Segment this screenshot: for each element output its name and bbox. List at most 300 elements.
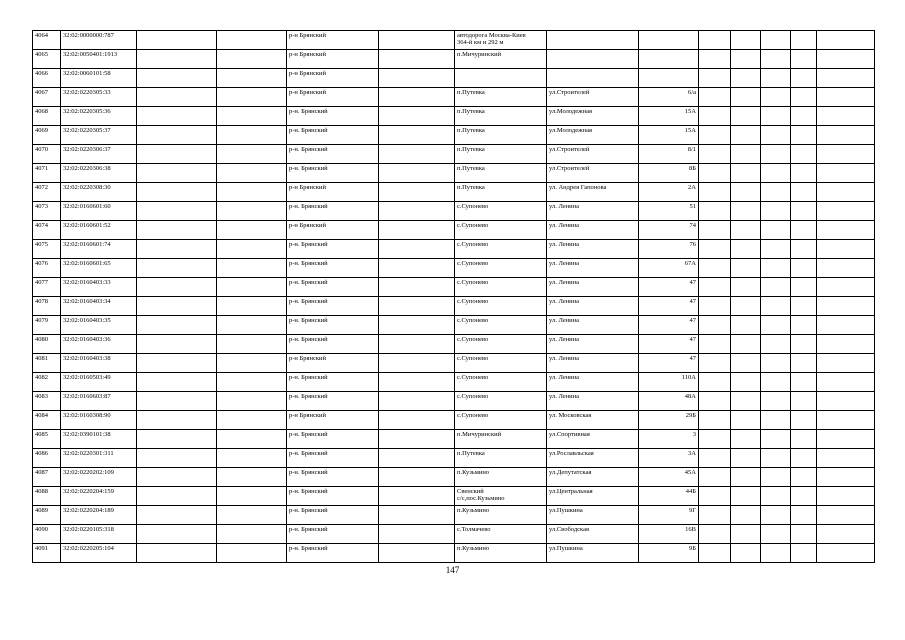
cell-empty — [137, 316, 217, 335]
cell-empty — [761, 202, 791, 221]
cell-empty — [217, 487, 287, 506]
cell-empty — [731, 126, 761, 145]
cell-empty — [791, 335, 817, 354]
cell-empty — [137, 278, 217, 297]
cell-empty — [137, 107, 217, 126]
cell-street: ул.Строителей — [547, 145, 639, 164]
cell-empty — [761, 259, 791, 278]
cell-empty — [699, 240, 731, 259]
cell-number: 4091 — [33, 544, 61, 563]
cell-empty — [217, 107, 287, 126]
cell-house: 51 — [639, 202, 699, 221]
cell-empty — [761, 373, 791, 392]
cell-empty — [137, 221, 217, 240]
cell-empty — [217, 164, 287, 183]
cell-empty — [731, 297, 761, 316]
table-row — [33, 240, 875, 259]
cell-empty — [217, 525, 287, 544]
cell-cadastral: 32:02:0160601:65 — [61, 259, 137, 278]
cell-empty — [761, 487, 791, 506]
table-row — [33, 316, 875, 335]
cell-locality: п.Путевка — [455, 183, 547, 202]
cell-street: ул.Спортивная — [547, 430, 639, 449]
cell-empty — [699, 506, 731, 525]
cell-empty — [137, 240, 217, 259]
cell-empty — [217, 449, 287, 468]
cell-empty — [791, 69, 817, 88]
cell-street: ул. Ленина — [547, 373, 639, 392]
cell-empty — [699, 88, 731, 107]
cell-cadastral: 32:02:0160403:38 — [61, 354, 137, 373]
cell-district: р-н. Брянский — [287, 335, 379, 354]
cell-house: 44Б — [639, 487, 699, 506]
cell-empty — [731, 31, 761, 50]
cell-locality: п.Путевка — [455, 107, 547, 126]
cell-cadastral: 32:02:0160601:60 — [61, 202, 137, 221]
cell-empty — [761, 50, 791, 69]
cell-empty — [699, 411, 731, 430]
cell-locality: п.Кузьмино — [455, 468, 547, 487]
cell-house: 47 — [639, 278, 699, 297]
cell-street: ул. Московская — [547, 411, 639, 430]
cell-empty — [791, 506, 817, 525]
cell-street: ул. Ленина — [547, 297, 639, 316]
cell-district: р-н. Брянский — [287, 544, 379, 563]
cell-empty — [817, 373, 875, 392]
cell-empty — [761, 297, 791, 316]
cell-empty — [217, 278, 287, 297]
cell-street: ул.Свободская — [547, 525, 639, 544]
cell-empty — [817, 259, 875, 278]
cell-locality: с.Супонево — [455, 354, 547, 373]
cell-empty — [791, 145, 817, 164]
cell-number: 4072 — [33, 183, 61, 202]
cell-locality: с.Супонево — [455, 240, 547, 259]
cell-district: р-н Брянский — [287, 183, 379, 202]
cell-empty — [217, 506, 287, 525]
cell-empty — [817, 240, 875, 259]
cell-empty — [731, 525, 761, 544]
cell-locality: с.Супонево — [455, 297, 547, 316]
cell-street: ул.Пушкина — [547, 544, 639, 563]
cell-empty — [817, 411, 875, 430]
cell-number: 4085 — [33, 430, 61, 449]
cell-number: 4070 — [33, 145, 61, 164]
cell-cadastral: 32:02:0220202:109 — [61, 468, 137, 487]
cell-empty — [761, 278, 791, 297]
cell-empty — [379, 69, 455, 88]
cell-house: 110А — [639, 373, 699, 392]
cell-empty — [731, 50, 761, 69]
cell-empty — [791, 221, 817, 240]
cell-empty — [137, 544, 217, 563]
cell-empty — [817, 506, 875, 525]
cell-empty — [137, 202, 217, 221]
cell-empty — [761, 335, 791, 354]
cell-district: р-н. Брянский — [287, 487, 379, 506]
cell-empty — [761, 468, 791, 487]
cell-empty — [699, 31, 731, 50]
cell-house: 6/а — [639, 88, 699, 107]
cell-number: 4087 — [33, 468, 61, 487]
cell-district: р-н. Брянский — [287, 278, 379, 297]
cell-empty — [791, 544, 817, 563]
cell-cadastral: 32:02:0160403:34 — [61, 297, 137, 316]
cell-locality: п.Кузьмино — [455, 544, 547, 563]
cell-empty — [379, 354, 455, 373]
cell-district: р-н. Брянский — [287, 259, 379, 278]
cell-empty — [379, 335, 455, 354]
cell-street: ул.Молодежная — [547, 107, 639, 126]
cell-district: р-н Брянский — [287, 88, 379, 107]
cell-number: 4083 — [33, 392, 61, 411]
cell-district: р-н. Брянский — [287, 316, 379, 335]
cell-street — [547, 50, 639, 69]
cell-district: р-н Брянский — [287, 69, 379, 88]
cell-empty — [731, 354, 761, 373]
cell-number: 4090 — [33, 525, 61, 544]
cell-empty — [699, 107, 731, 126]
cell-empty — [137, 487, 217, 506]
cell-cadastral: 32:02:0220306:37 — [61, 145, 137, 164]
cell-number: 4065 — [33, 50, 61, 69]
cell-house: 47 — [639, 316, 699, 335]
cell-cadastral: 32:02:0220306:38 — [61, 164, 137, 183]
cell-empty — [699, 373, 731, 392]
cell-house: 47 — [639, 297, 699, 316]
cell-empty — [761, 525, 791, 544]
cell-empty — [791, 411, 817, 430]
cell-empty — [699, 221, 731, 240]
cell-empty — [379, 449, 455, 468]
cell-empty — [791, 316, 817, 335]
table-row — [33, 107, 875, 126]
cell-empty — [217, 126, 287, 145]
cell-number: 4075 — [33, 240, 61, 259]
cell-street: ул.Депутатская — [547, 468, 639, 487]
cell-empty — [791, 240, 817, 259]
cell-empty — [699, 544, 731, 563]
cell-empty — [791, 31, 817, 50]
cell-empty — [731, 221, 761, 240]
table-row — [33, 221, 875, 240]
cell-empty — [217, 430, 287, 449]
table-row — [33, 31, 875, 50]
cell-house: 8Б — [639, 164, 699, 183]
table-row — [33, 373, 875, 392]
table-row — [33, 449, 875, 468]
cell-empty — [217, 69, 287, 88]
cell-empty — [731, 88, 761, 107]
cell-empty — [791, 354, 817, 373]
cell-empty — [761, 544, 791, 563]
cell-district: р-н. Брянский — [287, 430, 379, 449]
cell-empty — [379, 126, 455, 145]
cell-empty — [791, 107, 817, 126]
cell-locality: автодорога Москва-Киев 364-й км и 292 м — [455, 31, 547, 50]
cell-empty — [217, 50, 287, 69]
cell-empty — [761, 240, 791, 259]
cell-cadastral: 32:02:0050401:1913 — [61, 50, 137, 69]
cell-empty — [731, 392, 761, 411]
cell-empty — [761, 88, 791, 107]
cell-empty — [731, 183, 761, 202]
cell-cadastral: 32:02:0160403:36 — [61, 335, 137, 354]
cell-empty — [699, 430, 731, 449]
cell-empty — [761, 411, 791, 430]
cell-house: 45А — [639, 468, 699, 487]
cell-cadastral: 32:02:0220305:33 — [61, 88, 137, 107]
cell-empty — [137, 525, 217, 544]
cell-district: р-н Брянский — [287, 411, 379, 430]
cell-empty — [791, 164, 817, 183]
cell-empty — [817, 107, 875, 126]
cell-empty — [137, 430, 217, 449]
cell-empty — [379, 50, 455, 69]
cell-number: 4068 — [33, 107, 61, 126]
cell-empty — [791, 278, 817, 297]
cell-house: 8/1 — [639, 145, 699, 164]
cell-locality: п.Путевка — [455, 164, 547, 183]
cell-empty — [137, 183, 217, 202]
cell-street: ул. Андрея Гапонова — [547, 183, 639, 202]
cell-empty — [217, 145, 287, 164]
cell-district: р-н. Брянский — [287, 506, 379, 525]
cell-empty — [731, 544, 761, 563]
cell-empty — [379, 487, 455, 506]
cell-empty — [699, 259, 731, 278]
cell-empty — [731, 164, 761, 183]
cell-house: 16В — [639, 525, 699, 544]
cell-house: 15А — [639, 107, 699, 126]
cell-empty — [379, 544, 455, 563]
cell-empty — [761, 430, 791, 449]
cell-empty — [791, 50, 817, 69]
cell-empty — [817, 392, 875, 411]
cell-empty — [137, 506, 217, 525]
cell-empty — [699, 392, 731, 411]
cell-number: 4078 — [33, 297, 61, 316]
cell-empty — [731, 468, 761, 487]
cell-empty — [791, 449, 817, 468]
cell-cadastral: 32:02:0220301:311 — [61, 449, 137, 468]
cell-house: 67А — [639, 259, 699, 278]
cell-number: 4080 — [33, 335, 61, 354]
cell-cadastral: 32:02:0220205:104 — [61, 544, 137, 563]
cell-empty — [791, 183, 817, 202]
cell-empty — [217, 373, 287, 392]
cell-empty — [791, 430, 817, 449]
cell-street: ул. Ленина — [547, 354, 639, 373]
cell-empty — [379, 392, 455, 411]
cell-district: р-н. Брянский — [287, 468, 379, 487]
cell-empty — [817, 297, 875, 316]
cell-empty — [379, 468, 455, 487]
cell-cadastral: 32:02:0160503:49 — [61, 373, 137, 392]
cell-number: 4064 — [33, 31, 61, 50]
cell-cadastral: 32:02:0060101:58 — [61, 69, 137, 88]
cell-street — [547, 31, 639, 50]
cell-street — [547, 69, 639, 88]
cell-empty — [817, 430, 875, 449]
table-row — [33, 297, 875, 316]
cell-locality: с.Супонево — [455, 373, 547, 392]
cell-district: р-н Брянский — [287, 354, 379, 373]
table-row — [33, 69, 875, 88]
cell-number: 4086 — [33, 449, 61, 468]
cell-cadastral: 32:02:0220105:318 — [61, 525, 137, 544]
cell-empty — [217, 221, 287, 240]
cell-street: ул.Строителей — [547, 164, 639, 183]
cell-locality: с.Толмачево — [455, 525, 547, 544]
cell-locality — [455, 69, 547, 88]
cell-locality: п.Мичуринский — [455, 430, 547, 449]
cell-empty — [379, 88, 455, 107]
cell-empty — [761, 107, 791, 126]
cell-cadastral: 32:02:0220305:37 — [61, 126, 137, 145]
cell-number: 4074 — [33, 221, 61, 240]
cell-empty — [817, 69, 875, 88]
cell-house: 74 — [639, 221, 699, 240]
cell-empty — [379, 145, 455, 164]
cell-street: ул.Рославльская — [547, 449, 639, 468]
table-row — [33, 335, 875, 354]
cell-house: 29Б — [639, 411, 699, 430]
cell-empty — [791, 297, 817, 316]
cell-number: 4066 — [33, 69, 61, 88]
cell-locality: Свенский с/с,пос.Кузьмино — [455, 487, 547, 506]
cell-empty — [699, 449, 731, 468]
cell-cadastral: 32:02:0160603:87 — [61, 392, 137, 411]
cell-empty — [137, 50, 217, 69]
cell-empty — [137, 354, 217, 373]
cell-number: 4084 — [33, 411, 61, 430]
cell-empty — [379, 525, 455, 544]
cell-empty — [817, 335, 875, 354]
cell-district: р-н. Брянский — [287, 145, 379, 164]
cell-district: р-н. Брянский — [287, 240, 379, 259]
cell-empty — [731, 145, 761, 164]
cell-empty — [817, 278, 875, 297]
cell-house: 47 — [639, 335, 699, 354]
cell-empty — [379, 411, 455, 430]
cell-empty — [217, 544, 287, 563]
cell-empty — [761, 221, 791, 240]
cell-empty — [731, 373, 761, 392]
cell-empty — [699, 335, 731, 354]
cell-number: 4079 — [33, 316, 61, 335]
cell-street: ул. Ленина — [547, 259, 639, 278]
table-row — [33, 544, 875, 563]
cell-empty — [731, 316, 761, 335]
cell-empty — [817, 202, 875, 221]
cell-house — [639, 69, 699, 88]
cell-empty — [791, 392, 817, 411]
cell-locality: п.Мичуринский — [455, 50, 547, 69]
cell-empty — [699, 525, 731, 544]
cell-locality: п.Путевка — [455, 449, 547, 468]
cell-street: ул. Ленина — [547, 335, 639, 354]
cell-cadastral: 32:02:0220308:30 — [61, 183, 137, 202]
cell-locality: с.Супонево — [455, 316, 547, 335]
cell-empty — [731, 449, 761, 468]
cell-locality: с.Супонево — [455, 411, 547, 430]
cell-house — [639, 31, 699, 50]
table-row — [33, 411, 875, 430]
cell-street: ул.Центральная — [547, 487, 639, 506]
cell-locality: п.Путевка — [455, 126, 547, 145]
cell-empty — [379, 297, 455, 316]
cell-district: р-н. Брянский — [287, 449, 379, 468]
cell-empty — [817, 544, 875, 563]
cell-empty — [791, 525, 817, 544]
cell-empty — [817, 31, 875, 50]
cell-locality: с.Супонево — [455, 259, 547, 278]
cell-empty — [817, 164, 875, 183]
cell-locality: п.Путевка — [455, 88, 547, 107]
cell-locality: с.Супонево — [455, 221, 547, 240]
table-row — [33, 202, 875, 221]
table-row — [33, 392, 875, 411]
cell-empty — [699, 278, 731, 297]
cell-empty — [699, 468, 731, 487]
cell-empty — [761, 31, 791, 50]
cell-empty — [137, 335, 217, 354]
cell-number: 4076 — [33, 259, 61, 278]
cell-street: ул. Ленина — [547, 392, 639, 411]
cell-empty — [731, 278, 761, 297]
cell-district: р-н Брянский — [287, 50, 379, 69]
cell-house: 15А — [639, 126, 699, 145]
cell-empty — [379, 202, 455, 221]
table-row — [33, 487, 875, 506]
cell-empty — [379, 221, 455, 240]
cell-empty — [761, 449, 791, 468]
cell-number: 4071 — [33, 164, 61, 183]
cell-empty — [791, 126, 817, 145]
cell-empty — [217, 392, 287, 411]
cell-district: р-н. Брянский — [287, 373, 379, 392]
cell-empty — [217, 316, 287, 335]
cell-cadastral: 32:02:0160403:35 — [61, 316, 137, 335]
table-row — [33, 88, 875, 107]
cell-empty — [817, 354, 875, 373]
cell-cadastral: 32:02:0390101:38 — [61, 430, 137, 449]
cell-cadastral: 32:02:0000000:787 — [61, 31, 137, 50]
cell-empty — [137, 297, 217, 316]
cell-empty — [379, 316, 455, 335]
cell-empty — [217, 297, 287, 316]
cell-empty — [217, 335, 287, 354]
cell-empty — [379, 373, 455, 392]
cell-empty — [699, 69, 731, 88]
cell-empty — [817, 88, 875, 107]
cell-number: 4081 — [33, 354, 61, 373]
cell-empty — [731, 202, 761, 221]
cell-empty — [817, 50, 875, 69]
cell-house: 48А — [639, 392, 699, 411]
cell-empty — [217, 354, 287, 373]
cell-empty — [761, 183, 791, 202]
cell-empty — [817, 316, 875, 335]
cell-empty — [137, 449, 217, 468]
cell-empty — [699, 145, 731, 164]
cell-locality: п.Путевка — [455, 145, 547, 164]
cell-street: ул.Пушкина — [547, 506, 639, 525]
cell-house: 3А — [639, 449, 699, 468]
cell-empty — [791, 202, 817, 221]
cell-empty — [217, 411, 287, 430]
